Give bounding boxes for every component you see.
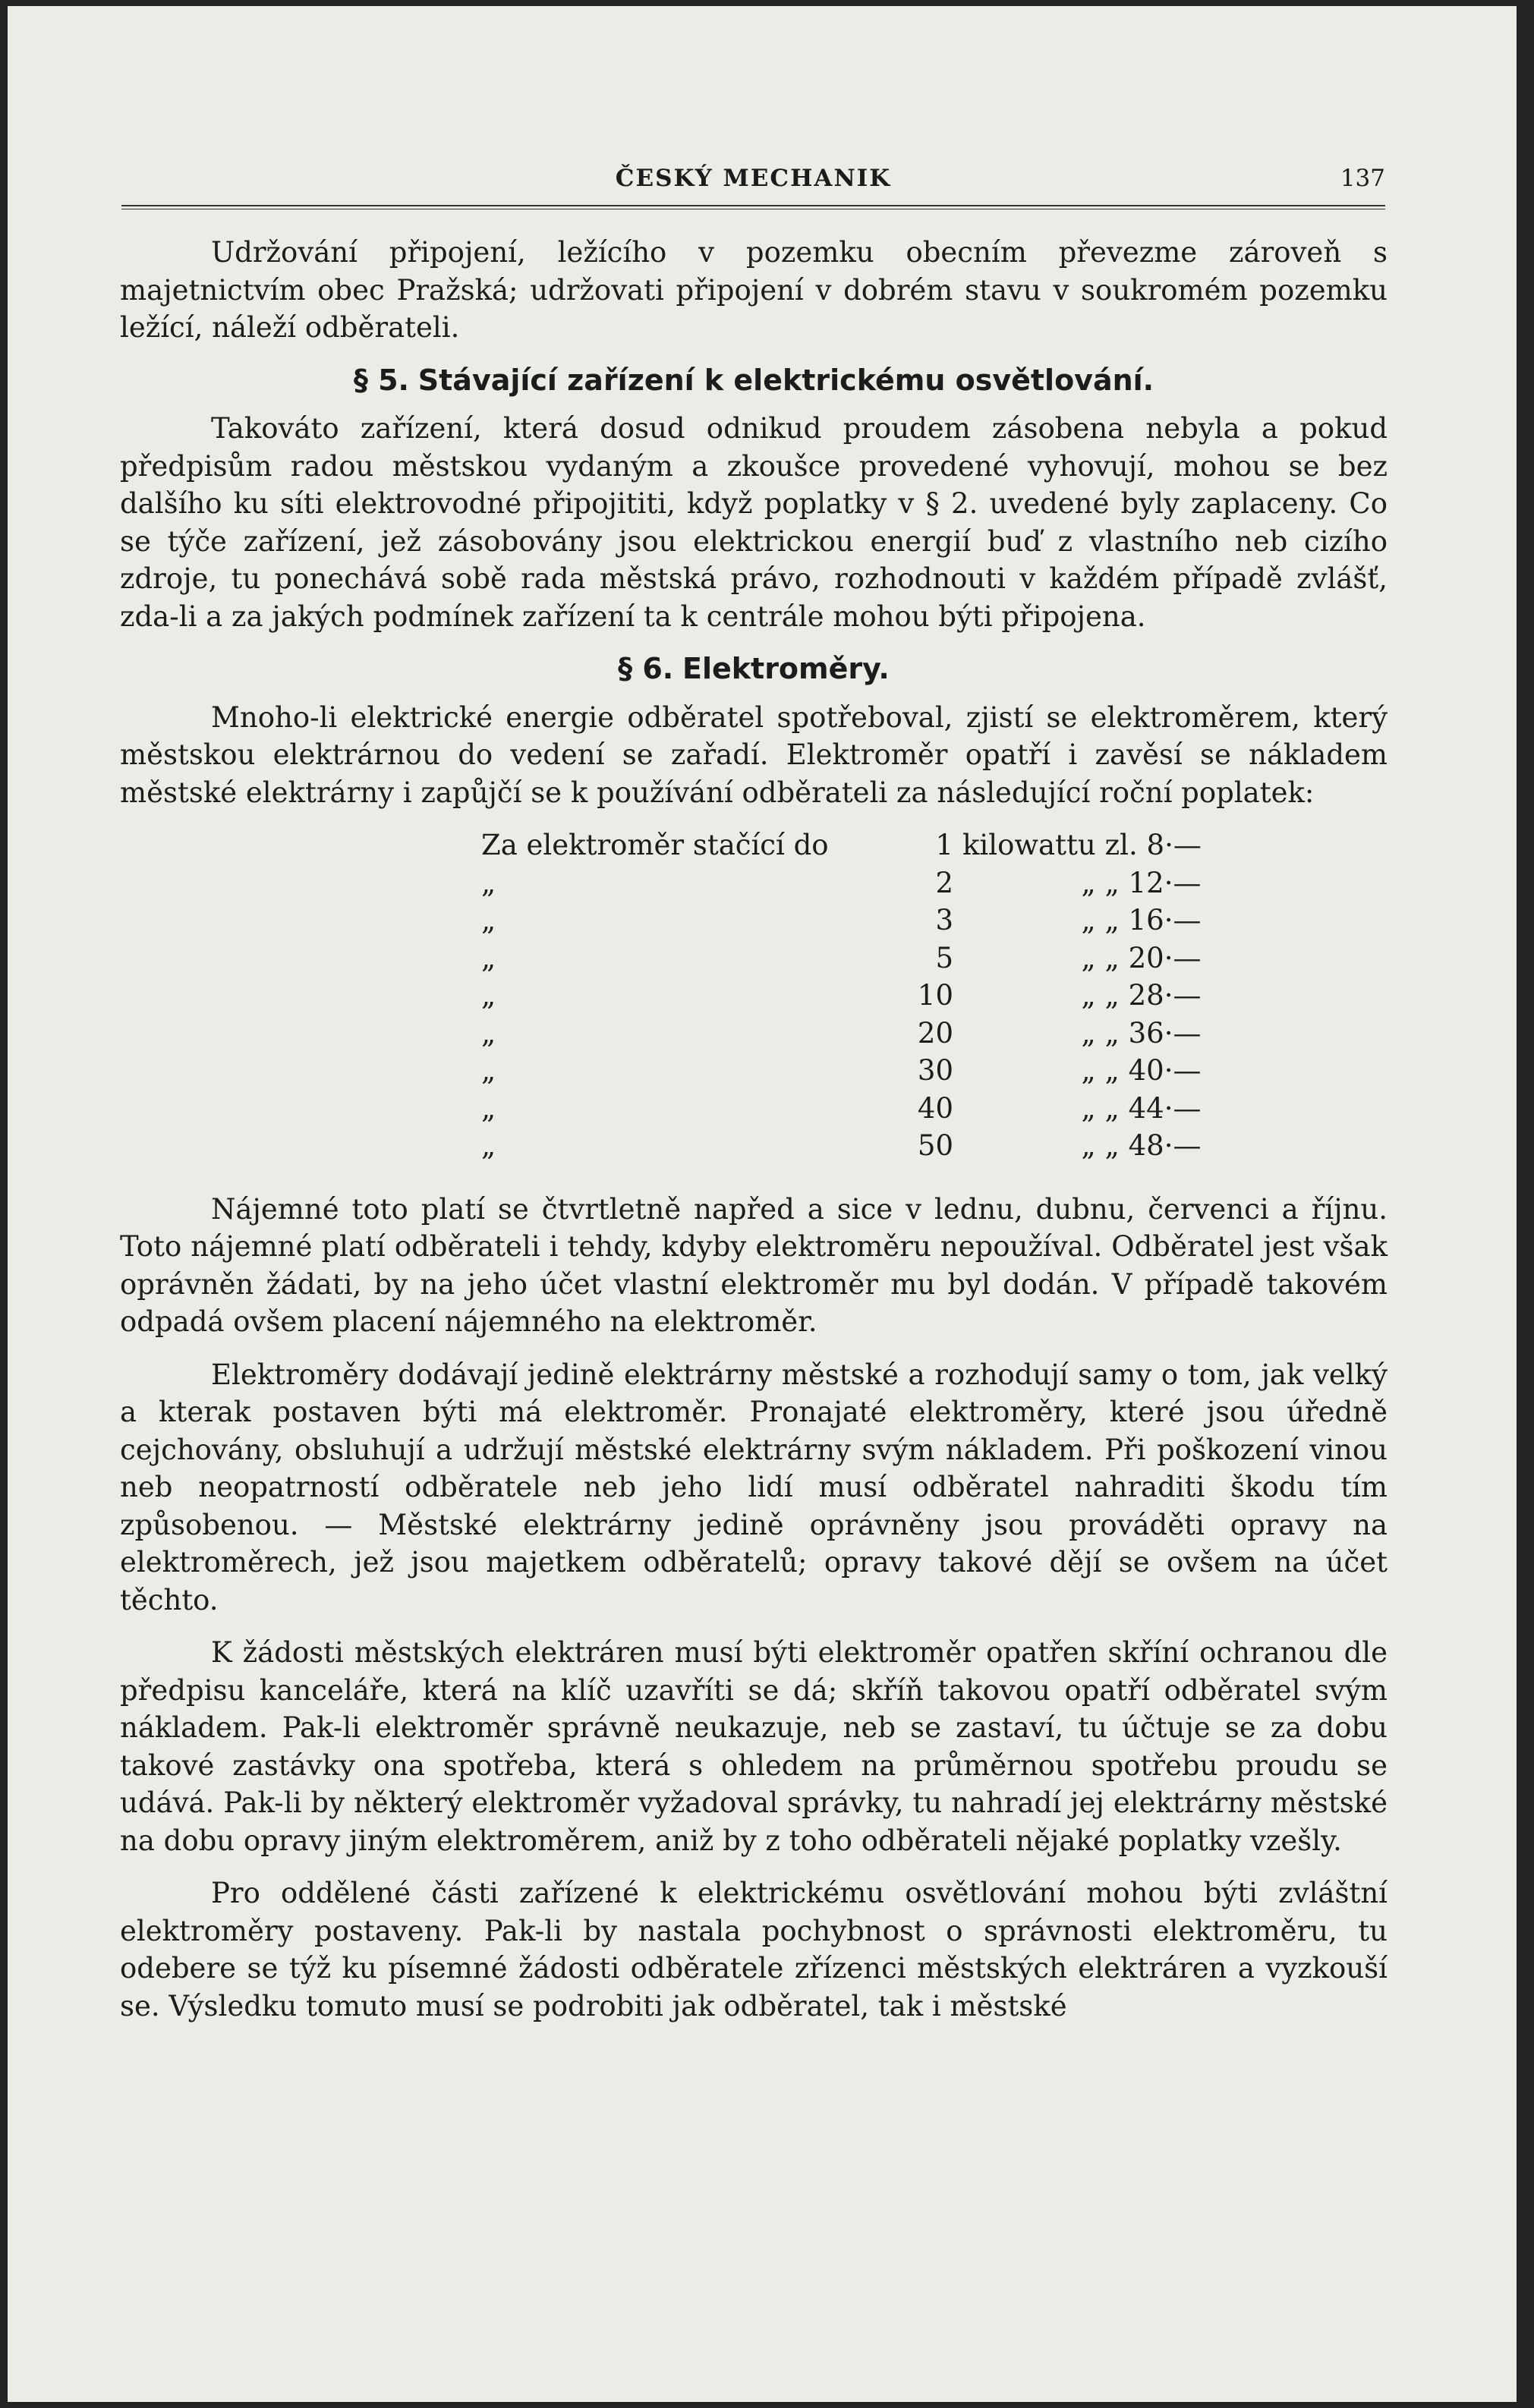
rate-unit: „ — [1081, 904, 1096, 936]
section-title: Stávající zařízení k elektrickému osvětlování. — [417, 363, 1154, 397]
rate-unit: „ — [1081, 1091, 1096, 1125]
rate-row — [477, 1127, 1208, 1165]
rate-unit: „ — [1081, 979, 1096, 1012]
rate-amount: 10 — [917, 979, 953, 1012]
section-heading-6 — [120, 650, 1388, 688]
rate-amount: 3 — [935, 904, 953, 936]
paragraph: Elektroměry dodávají jedině elektrárny městské a rozhodují samy o tom, jak velký a kterak postaven býti má elektroměr. Pronajaté elektroměry, které jsou úředně cejchovány, obsluhují a udržují městské elektrárny svým nákladem. Při poškození vinou neb neopatrností odběratele neb jeho lidí musí odběratel nahraditi škodu tím způsobenou. — Městské elektrárny jedině oprávněny jsou prováděti opravy na elektroměrech, jež jsou majetkem odběratelů; opravy takové dějí se ovšem na účet těchto. — [120, 1358, 1388, 1616]
rate-unit: kilowattu — [962, 829, 1096, 861]
paragraph: Mnoho-li elektrické energie odběratel spotřeboval, zjistí se elektroměrem, který městskou elektrárnou do vedení se zařadí. Elektroměr opatří i zavěsí se nákladem městské elektrárny i zapůjčí se k používání odběrateli za následující roční poplatek: — [120, 700, 1388, 809]
page-header — [121, 162, 1385, 200]
rate-currency: „ — [1104, 941, 1120, 974]
rate-currency: zl. — [1104, 829, 1138, 861]
rate-currency: „ — [1104, 1129, 1120, 1162]
rate-currency: „ — [1104, 979, 1120, 1012]
rate-price — [1101, 1090, 1208, 1128]
rate-price-value: 20·— — [1128, 941, 1202, 974]
body-text — [120, 234, 1388, 2040]
rate-price-value: 16·— — [1128, 904, 1202, 936]
paragraph: Udržování připojení, ležícího v pozemku obecním převezme zároveň s majetnictvím obec Pražská; udržovati připojení v dobrém stavu v soukromém pozemku ležící, náleží odběrateli. — [120, 236, 1388, 344]
page — [8, 6, 1517, 2402]
header-rule — [121, 205, 1385, 209]
rate-price-value: 8·— — [1146, 829, 1202, 861]
rate-unit: „ — [1081, 1016, 1096, 1050]
rate-price — [1101, 1015, 1208, 1053]
section-title: Elektroměry. — [682, 652, 890, 685]
rate-row — [477, 826, 1208, 864]
rate-unit: „ — [1081, 866, 1096, 899]
rate-ditto: „ — [481, 866, 496, 899]
section-sign: § 6. — [618, 652, 674, 685]
rate-currency: „ — [1104, 1091, 1120, 1125]
rate-unit: „ — [1081, 1129, 1096, 1162]
rate-price-value: 28·— — [1128, 979, 1202, 1012]
section-sign: § 5. — [353, 363, 409, 397]
paragraph: Takováto zařízení, která dosud odnikud proudem zásobena nebyla a pokud předpisům radou městskou vydaným a zkoušce provedené vyhovují, mohou se bez dalšího ku síti elektrovodné připojititi, když poplatky v § 2. uvedené byly zaplaceny. Co se týče zařízení, jež zásobovány jsou elektrickou energií buď z vlastního neb cizího zdroje, tu ponechává sobě rada městská právo, rozhodnouti v každém případě zvlášť, zda-li a za jakých podmínek zařízení ta k centrále mohou býti připojena. — [120, 412, 1388, 633]
rate-table — [477, 826, 1208, 1165]
rate-amount: 5 — [935, 941, 953, 974]
rate-label: Za elektroměr stačící do — [481, 829, 829, 861]
rate-ditto: „ — [481, 1091, 496, 1125]
rate-price-value: 40·— — [1128, 1054, 1202, 1087]
paragraph: Nájemné toto platí se čtvrtletně napřed a sice v lednu, dubnu, červenci a říjnu. Toto nájemné platí odběrateli i tehdy, kdyby elektroměru nepoužíval. Odběratel jest však oprávněn žádati, by na jeho účet vlastní elektroměr mu byl dodán. V případě takovém odpadá ovšem placení nájemného na elektroměr. — [120, 1192, 1388, 1338]
paragraph: Pro oddělené části zařízené k elektrickému osvětlování mohou býti zvláštní elektroměry postaveny. Pak-li by nastala pochybnost o správnosti elektroměru, tu odebere se týž ku písemné žádosti odběratele zřízenci městských elektráren a vyzkouší se. Výsledku tomuto musí se podrobiti jak odběratel, tak i městské — [120, 1877, 1388, 2022]
rate-price — [1101, 864, 1208, 902]
rate-row — [477, 1090, 1208, 1128]
rate-ditto: „ — [481, 941, 496, 974]
rate-price — [1101, 1127, 1208, 1165]
rate-row — [477, 864, 1208, 902]
page-number: 137 — [1340, 165, 1385, 192]
section-heading-5 — [120, 362, 1388, 400]
rate-price-value: 12·— — [1128, 866, 1202, 899]
rate-ditto: „ — [481, 1016, 496, 1050]
rate-row — [477, 1015, 1208, 1053]
rate-price — [1101, 977, 1208, 1015]
rate-ditto: „ — [481, 1054, 496, 1087]
rate-price — [1101, 902, 1208, 940]
rate-row — [477, 902, 1208, 940]
rate-ditto: „ — [481, 1129, 496, 1162]
rate-currency: „ — [1104, 1054, 1120, 1087]
rate-amount: 1 — [935, 829, 953, 861]
rate-unit: „ — [1081, 941, 1096, 974]
rate-currency: „ — [1104, 904, 1120, 936]
rate-currency: „ — [1104, 1016, 1120, 1050]
rate-row — [477, 1052, 1208, 1090]
rate-price — [1101, 940, 1208, 977]
rate-price — [1101, 1052, 1208, 1090]
rate-price — [1101, 826, 1208, 864]
paragraph: K žádosti městských elektráren musí býti elektroměr opatřen skříní ochranou dle předpisu kanceláře, která na klíč uzavříti se dá; skříň takovou opatří odběratel svým nákladem. Pak-li elektroměr správně neukazuje, neb se zastaví, tu účtuje se za dobu takové zastávky ona spotřeba, která s ohledem na průměrnou spotřebu proudu se udává. Pak-li by některý elektroměr vyžadoval správky, tu nahradí jej elektrárny městské na dobu opravy jiným elektroměrem, aniž by z toho odběrateli nějaké poplatky vzešly. — [120, 1636, 1388, 1857]
rate-amount: 2 — [935, 866, 953, 899]
rate-price-value: 36·— — [1128, 1016, 1202, 1050]
rate-ditto: „ — [481, 979, 496, 1012]
rate-unit: „ — [1081, 1054, 1096, 1087]
running-title: ČESKÝ MECHANIK — [615, 165, 892, 192]
rate-price-value: 44·— — [1128, 1091, 1202, 1125]
rate-amount: 40 — [917, 1091, 953, 1125]
rate-amount: 20 — [917, 1016, 953, 1050]
rate-amount: 30 — [917, 1054, 953, 1087]
rate-ditto: „ — [481, 904, 496, 936]
rate-amount: 50 — [917, 1129, 953, 1162]
rate-row — [477, 940, 1208, 977]
rate-row — [477, 977, 1208, 1015]
rate-price-value: 48·— — [1128, 1129, 1202, 1162]
rate-currency: „ — [1104, 866, 1120, 899]
